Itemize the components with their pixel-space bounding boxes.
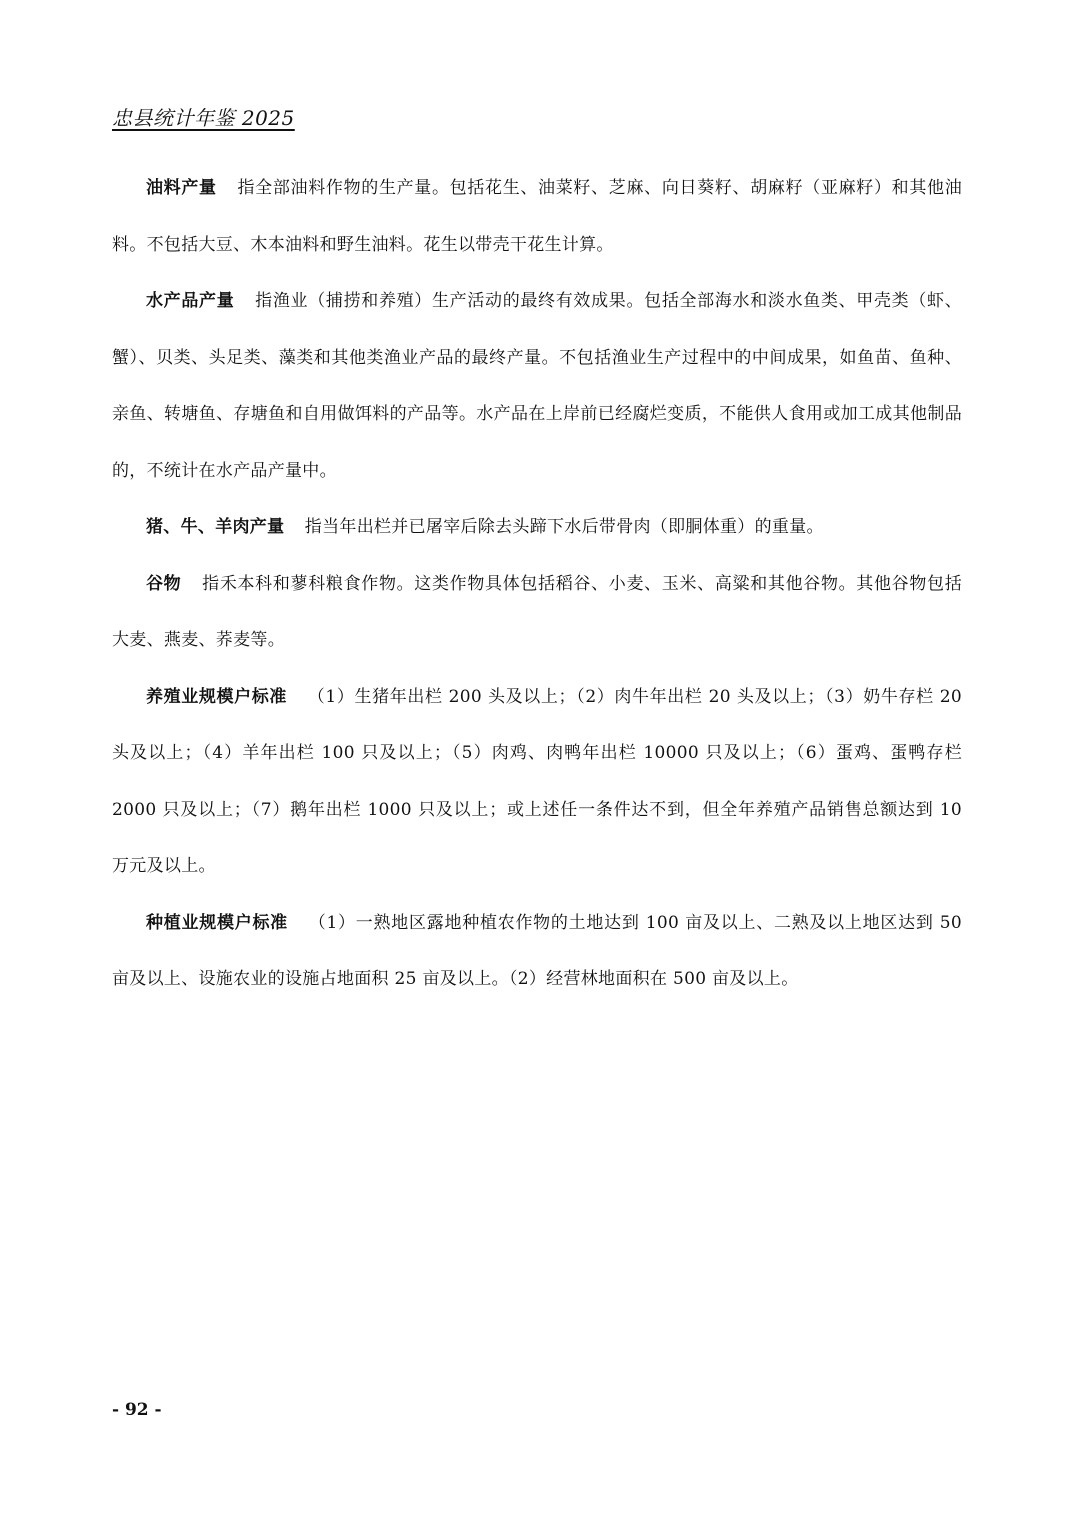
term-label: 油料产量 [146,178,217,198]
glossary-entry-livestock-scale-standard [112,669,962,895]
page-number: - 92 - [112,1400,162,1420]
glossary-entry-cereals [112,556,962,669]
term-label: 养殖业规模户标准 [146,686,288,707]
term-definition: 指禾本科和蓼科粮食作物。这类作物具体包括稻谷、小麦、玉米、高粱和其他谷物。其他谷物包括大麦、燕麦、荞麦等。 [112,573,962,650]
term-definition: （1）一熟地区露地种植农作物的土地达到 100 亩及以上、二熟及以上地区达到 50 亩及以上、设施农业的设施占地面积 25 亩及以上。（2）经营林地面积在 500 亩及以上。 [112,912,962,989]
term-label: 水产品产量 [146,291,235,311]
glossary-content [112,160,962,1008]
term-label: 猪、牛、羊肉产量 [146,517,285,537]
glossary-entry-meat-output [112,499,962,556]
glossary-entry-planting-scale-standard [112,895,962,1008]
term-definition: 指全部油料作物的生产量。包括花生、油菜籽、芝麻、向日葵籽、胡麻籽（亚麻籽）和其他油料。不包括大豆、木本油料和野生油料。花生以带壳干花生计算。 [112,178,962,255]
term-label: 谷物 [146,573,182,594]
glossary-entry-oil-crops [112,160,962,273]
term-definition: （1）生猪年出栏 200 头及以上；（2）肉牛年出栏 20 头及以上；（3）奶牛存栏 20 头及以上；（4）羊年出栏 100 只及以上；（5）肉鸡、肉鸭年出栏 10000 只及以上；（6）蛋鸡、蛋鸭存栏 2000 只及以上；（7）鹅年出栏 1000 只及以上；或上述任一条件达不到，但全年养殖产品销售总额达到 10 万元及以上。 [112,686,962,876]
glossary-entry-aquatic-products [112,273,962,499]
term-label: 种植业规模户标准 [146,912,288,933]
term-definition: 指渔业（捕捞和养殖）生产活动的最终有效成果。包括全部海水和淡水鱼类、甲壳类（虾、蟹）、贝类、头足类、藻类和其他类渔业产品的最终产量。不包括渔业生产过程中的中间成果，如鱼苗、鱼种、亲鱼、转塘鱼、存塘鱼和自用做饵料的产品等。水产品在上岸前已经腐烂变质，不能供人食用或加工成其他制品的，不统计在水产品产量中。 [112,291,963,481]
term-definition: 指当年出栏并已屠宰后除去头蹄下水后带骨肉（即胴体重）的重量。 [304,517,824,537]
yearbook-header-title: 忠县统计年鉴 2025 [112,106,295,130]
